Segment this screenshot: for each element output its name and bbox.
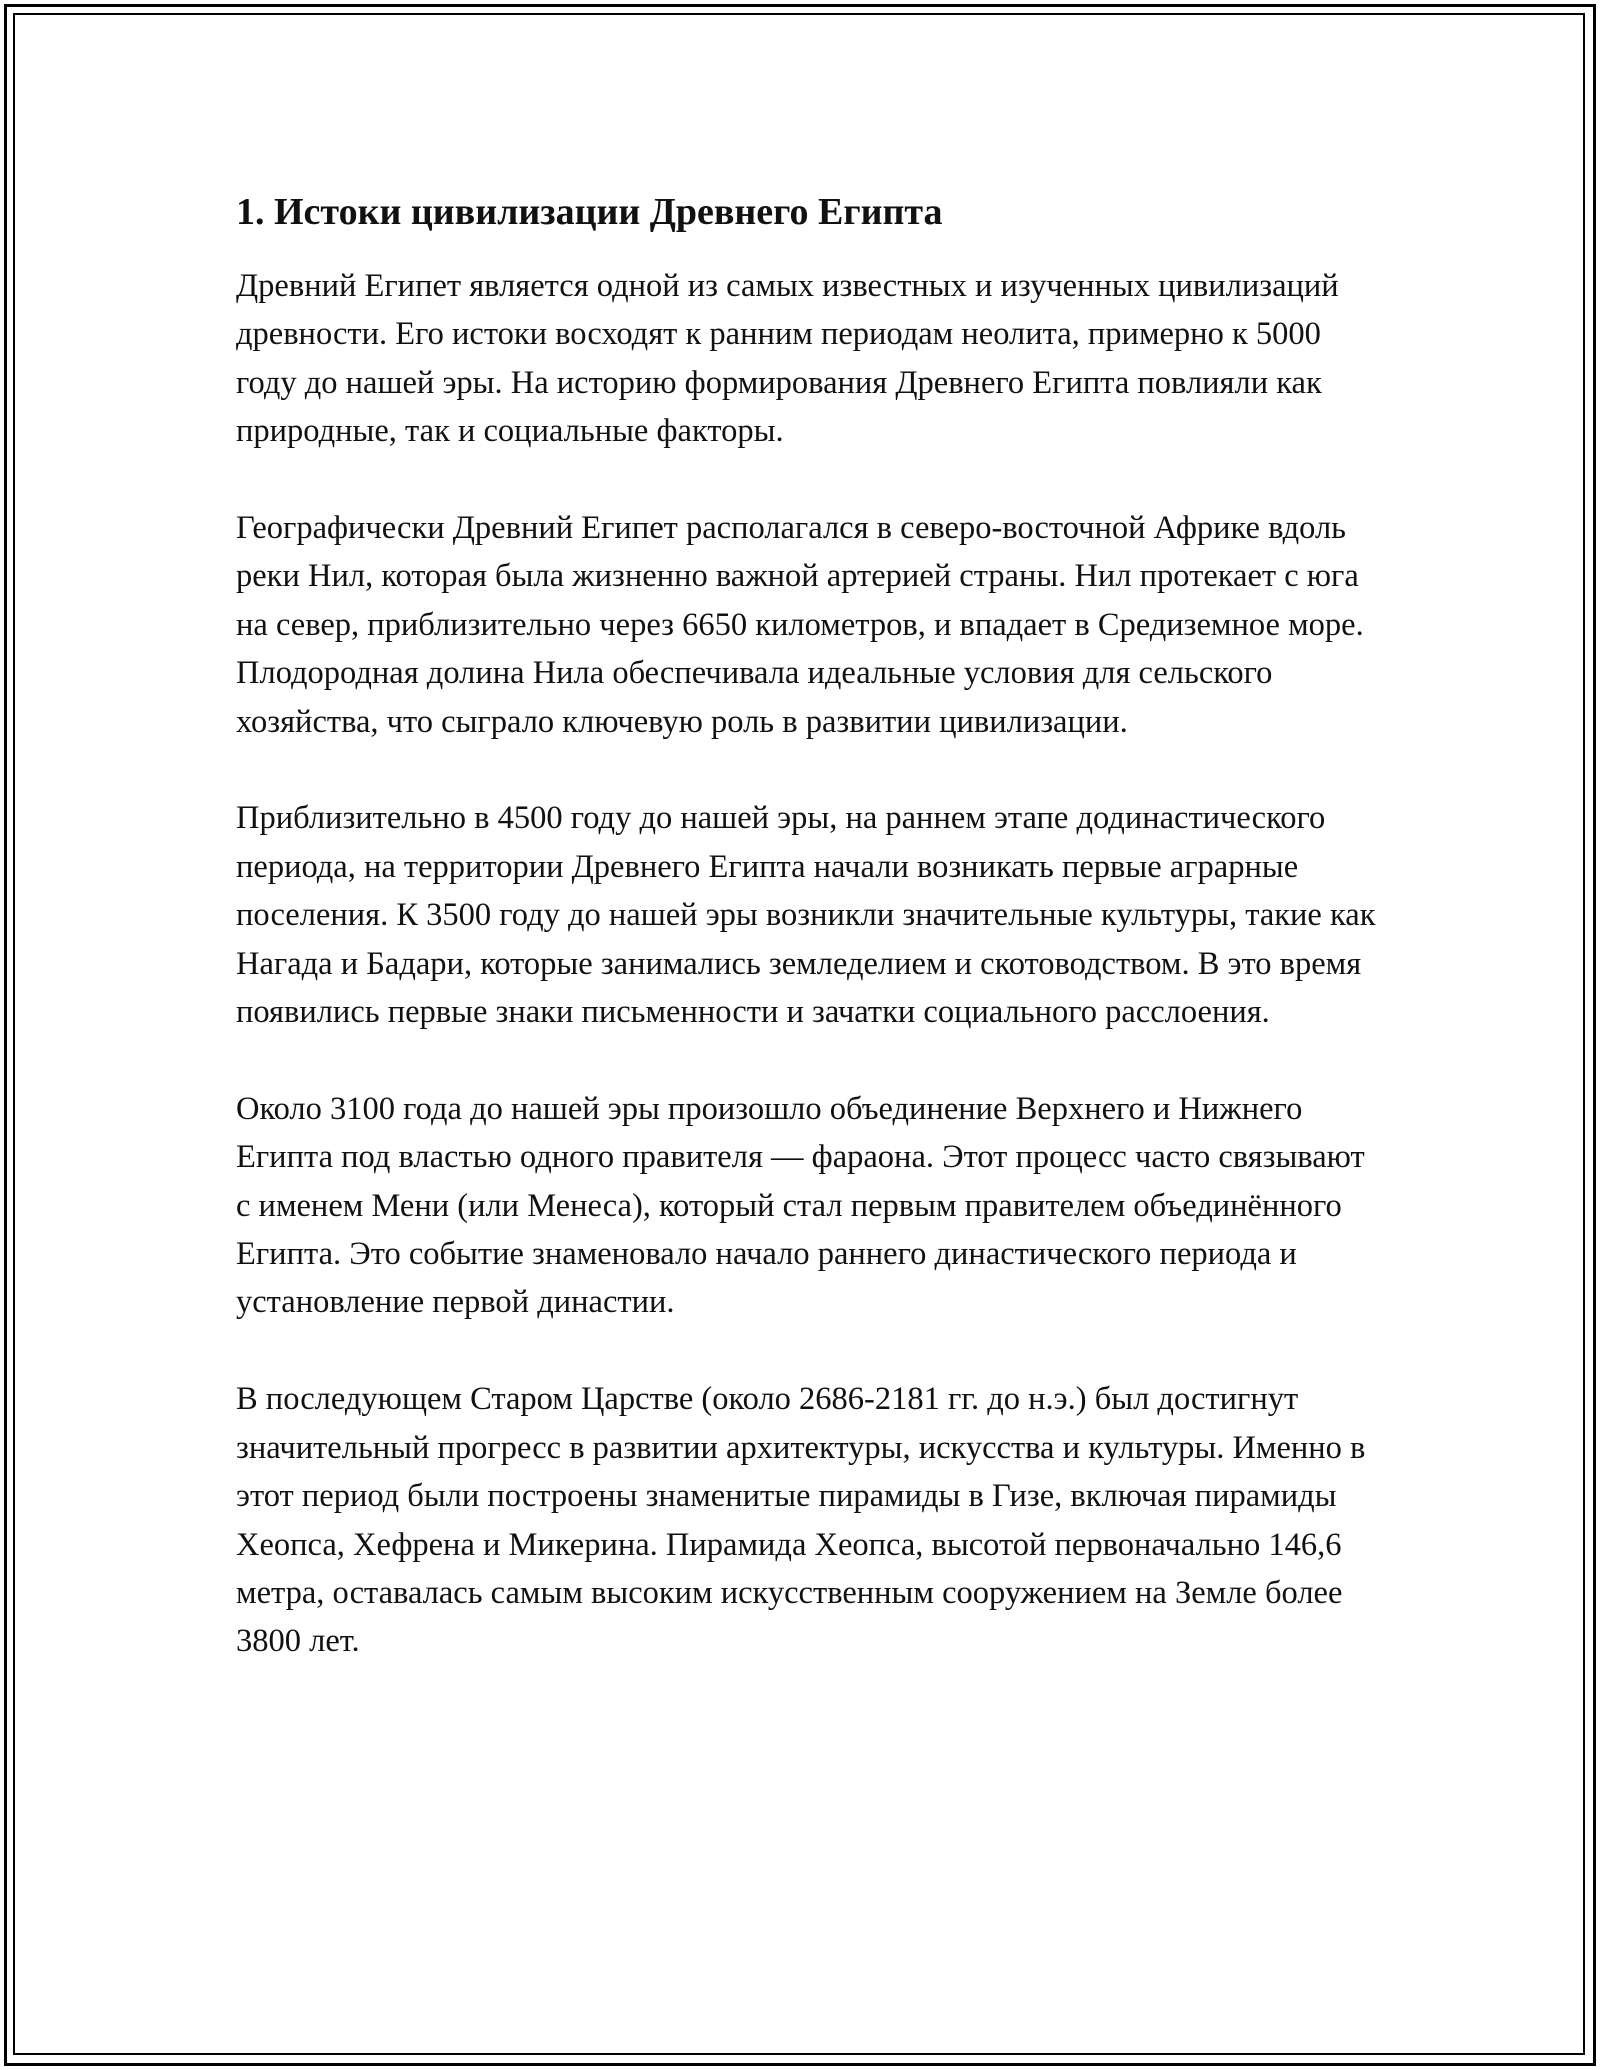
paragraph-predynastic: Приблизительно в 4500 году до нашей эры, на раннем этапе додинастического периода, на территории Древнего Египта начали возникать первые аграрные поселения. К 3500 году до нашей эры возникли значительные культуры, такие как Нагада и Бадари, которые занимались земледелием и скотоводством. В это время появились первые знаки письменности и зачатки социального расслоения.: [236, 800, 1376, 1031]
section-title: 1. Истоки цивилизации Древнего Египта: [236, 191, 943, 233]
document-body: [236, 186, 1386, 1666]
paragraph-origins: Древний Египет является одной из самых известных и изученных цивилизаций древности. Его истоки восходят к ранним периодам неолита, примерно к 5000 году до нашей эры. На историю формирования Древнего Египта повлияли как природные, так и социальные факторы.: [236, 268, 1339, 450]
paragraph-old-kingdom: В последующем Старом Царстве (около 2686-2181 гг. до н.э.) был достигнут значительный прогресс в развитии архитектуры, искусства и культуры. Именно в этот период были построены знаменитые пирамиды в Гизе, включая пирамиды Хеопса, Хефрена и Микерина. Пирамида Хеопса, высотой первоначально 146,6 метра, оставалась самым высоким искусственным сооружением на Земле более 3800 лет.: [236, 1381, 1366, 1660]
paragraph-unification: Около 3100 года до нашей эры произошло объединение Верхнего и Нижнего Египта под властью одного правителя — фараона. Этот процесс часто связывают с именем Мени (или Менеса), который стал первым правителем объединённого Египта. Это событие знаменовало начало раннего династического периода и установление первой династии.: [236, 1090, 1365, 1321]
paragraph-geography: Географически Древний Египет располагался в северо-восточной Африке вдоль реки Нил, которая была жизненно важной артерией страны. Нил протекает с юга на север, приблизительно через 6650 километров, и впадает в Средиземное море. Плодородная долина Нила обеспечивала идеальные условия для сельского хозяйства, что сыграло ключевую роль в развитии цивилизации.: [236, 510, 1364, 740]
